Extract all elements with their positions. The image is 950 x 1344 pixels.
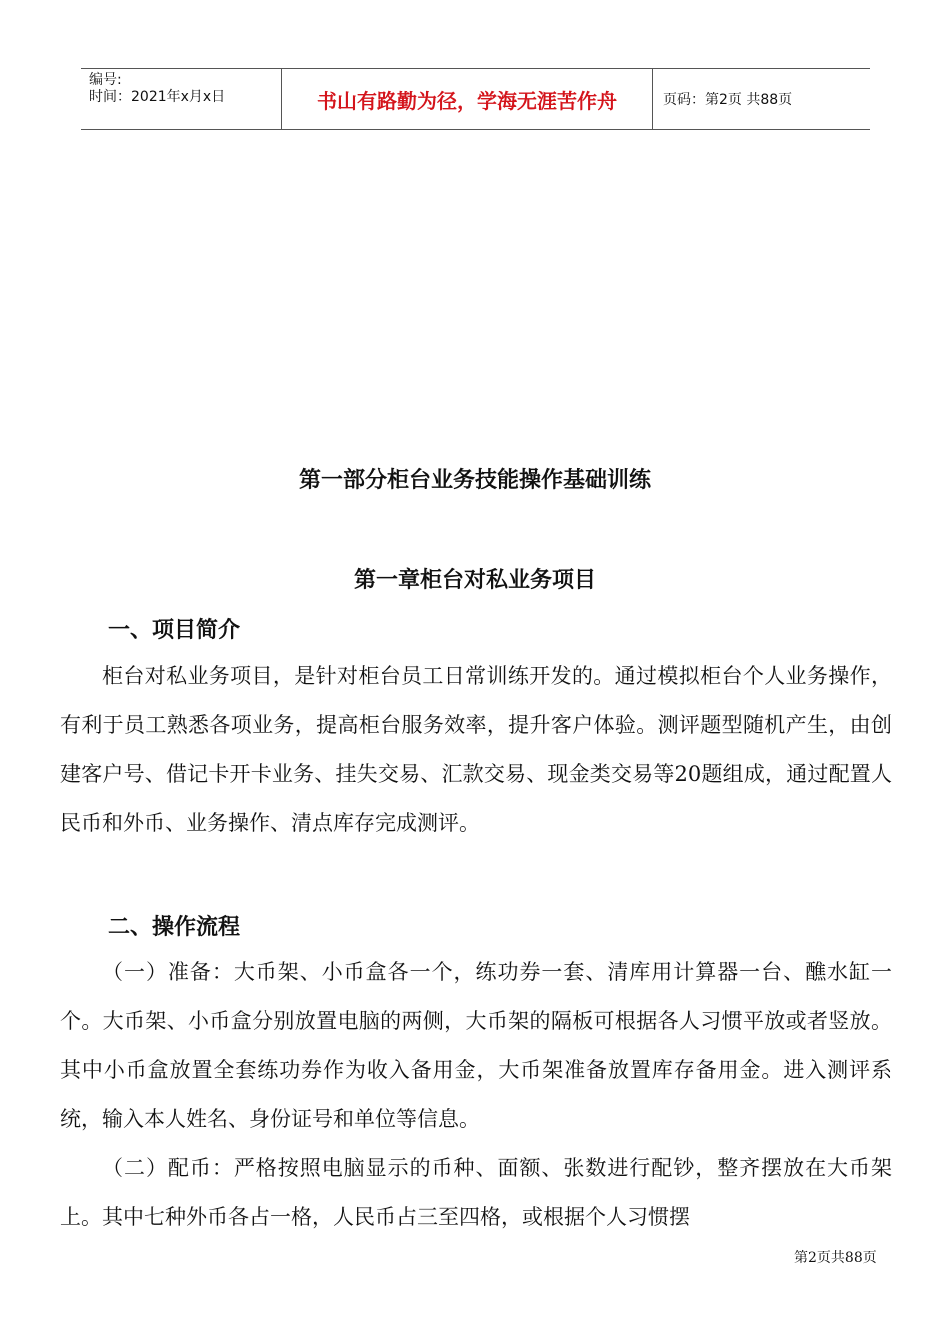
- section2-heading: 二、操作流程: [108, 914, 241, 940]
- header-page-info: 页码：第2页 共88页: [663, 92, 793, 108]
- section2-body-block: [60, 948, 892, 1242]
- header-motto: 书山有路勤为径，学海无涯苦作舟: [282, 69, 653, 129]
- page-footer: 第2页共88页: [794, 1250, 877, 1266]
- part-title: 第一部分柜台业务技能操作基础训练: [298, 467, 651, 493]
- section1-body-block: [60, 652, 892, 848]
- section2-paragraph-1: （一）准备：大币架、小币盒各一个，练功券一套、清库用计算器一台、醮水缸一个。大币架、小币盒分别放置电脑的两侧，大币架的隔板可根据各人习惯平放或者竖放。其中小币盒放置全套练功券作为收入备用金，大币架准备放置库存备用金。进入测评系统，输入本人姓名、身份证号和单位等信息。: [60, 960, 892, 1131]
- header-number-label: 编号:: [89, 72, 122, 88]
- header-meta: [81, 69, 282, 129]
- section1-body: 柜台对私业务项目，是针对柜台员工日常训练开发的。通过模拟柜台个人业务操作，有利于员工熟悉各项业务，提高柜台服务效率，提升客户体验。测评题型随机产生，由创建客户号、借记卡开卡业务、挂失交易、汇款交易、现金类交易等20题组成，通过配置人民币和外币、业务操作、清点库存完成测评。: [60, 664, 892, 835]
- chapter-title: 第一章柜台对私业务项目: [353, 567, 596, 593]
- page-header: [81, 68, 870, 130]
- header-time-label: 时间：2021年x月x日: [89, 89, 226, 105]
- section1-heading: 一、项目简介: [108, 617, 241, 643]
- section2-paragraph-2: （二）配币：严格按照电脑显示的币种、面额、张数进行配钞，整齐摆放在大币架上。其中七种外币各占一格，人民币占三至四格，或根据个人习惯摆: [60, 1156, 892, 1229]
